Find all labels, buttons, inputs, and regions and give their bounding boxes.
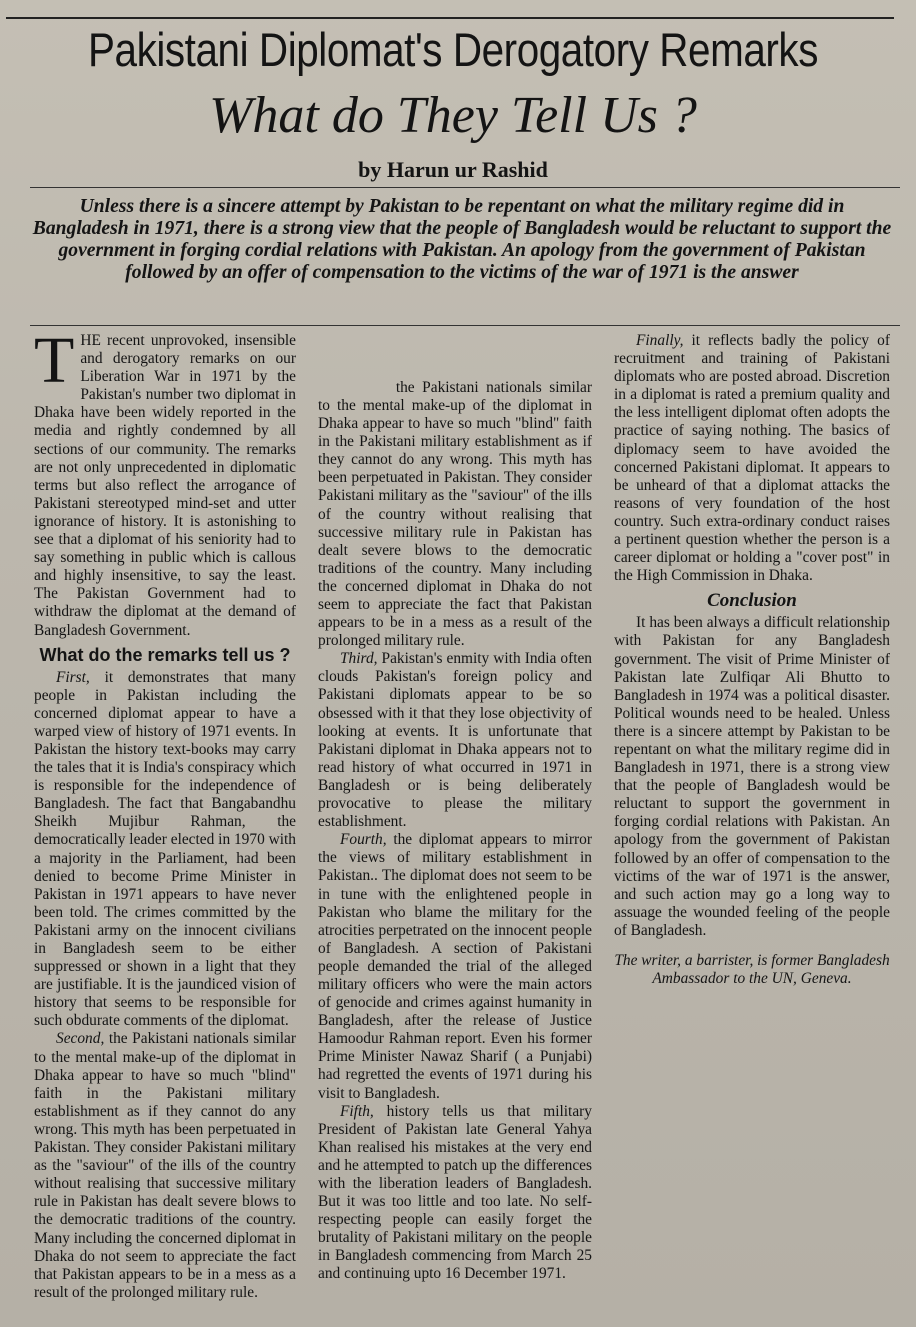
column-1 <box>34 332 296 1320</box>
paragraph-finally <box>614 332 890 585</box>
paragraph-first <box>34 669 296 1031</box>
paragraph-second <box>34 1030 296 1301</box>
lead-word: First, <box>56 668 90 686</box>
author-note: The writer, a barrister, is former Bangladesh Ambassador to the UN, Geneva. <box>614 952 890 988</box>
subheadline: What do They Tell Us ? <box>209 87 697 144</box>
section-heading-conclusion: Conclusion <box>707 590 797 612</box>
lead-word: Finally, <box>636 332 684 349</box>
headline: Pakistani Diplomat's Derogatory Remarks <box>87 23 819 76</box>
byline: by Harun ur Rashid <box>358 157 548 182</box>
paragraph-text: Pakistan's enmity with India often clouds Pakistan's foreign policy and Pakistani diplomats appear to be so obsessed with it that they lose objectivity of looking at events. It is unfortunate that Pakistani diplomat in Dhaka appears not to read history of what occurred in 1971 in Bangladesh or is being deliberately provocative to please the military establishment. <box>318 650 592 831</box>
byline-rule <box>30 187 900 188</box>
column-3 <box>614 332 890 1320</box>
top-rule <box>6 17 894 19</box>
deck-rule <box>30 325 900 326</box>
paragraph-text: the diplomat appears to mirror the views of military establishment in Pakistan.. The diplomat does not seem to be in tune with the enlightened people in Pakistan who blame the military for the atrocities perpetrated on the innocent people of Bangladesh. A section of Pakistani people demanded the trial of the alleged military officers who were the main actors of genocide and crimes against humanity in Bangladesh, after the release of Justice Hamoodur Rahman report. Even his former Prime Minister Nawaz Sharif ( a Punjabi) had regretted the events of 1971 during his visit to Bangladesh. <box>318 831 592 1102</box>
drop-cap: T <box>34 332 75 397</box>
lead-word: Second, <box>56 1030 105 1048</box>
section-heading-remarks: What do the remarks tell us ? <box>39 644 291 665</box>
deck: Unless there is a sincere attempt by Pakistan to be repentant on what the military regime did in Bangladesh in 1971, there is a strong view that the people of Bangladesh would be reluctant to support the government in forging cordial relations with Pakistan. An apology from the government of Pakistan followed by an offer of compensation to the victims of the war of 1971 is the answer <box>32 196 892 283</box>
paragraph-text: it reflects badly the policy of recruitment and training of Pakistani diplomats who are posted abroad. Discretion in a diplomat is rated a premium quality and the less intelligent diplomat often adopts the practice of saying nothing. The basics of diplomacy seem to have avoided the concerned Pakistani diplomat. It appears to be unheard of that a diplomat attacks the reasons of very foundation of the host country. Such extra-ordinary conduct raises a pertinent question whether the person is a career diplomat or holding a "cover post" in the High Commission in Dhaka. <box>614 332 890 585</box>
intro-paragraph <box>34 332 296 640</box>
paragraph-text: history tells us that military President of Pakistan late General Yahya Khan realised his mistakes at the very end and he attempted to patch up the differences with the liberation leaders of Bangladesh. But it was too little and too late. No self-respecting people can easily forget the brutality of Pakistani military on the people in Bangladesh commencing from March 25 and continuing upto 16 December 1971. <box>318 1102 592 1283</box>
lead-word: Fourth, <box>340 831 387 849</box>
paragraph-fifth <box>318 1103 592 1284</box>
paragraph-text: the Pakistani nationals similar to the mental make-up of the diplomat in Dhaka appear to have so much "blind" faith in the Pakistani military establishment as if they cannot do any wrong. This myth has been perpetuated in Pakistan. They consider Pakistani military as the "saviour" of the ills of the country without realising that successive military rule in Pakistan has dealt severe blows to the democratic traditions of the country. Many including the concerned diplomat in Dhaka do not seem to appreciate the fact that Pakistan appears to be in a mess as a result of the prolonged military rule. <box>34 1030 296 1301</box>
column-2 <box>318 332 592 1320</box>
paragraph-third <box>318 650 592 831</box>
column-2-flow <box>318 332 592 1284</box>
lead-word: Third, <box>340 650 378 668</box>
paragraph-second-continued <box>318 379 592 650</box>
intro-text: HE recent unprovoked, insensible and derogatory remarks on our Liberation War in 1971 by the Pakistan's number two diplomat in Dhaka have been widely reported in the media and rightly condemned by all sections of our community. The remarks are not only unprecedented in diplomatic terms but also reflect the arrogance of Pakistani stereotyped mind-set and utter ignorance of history. It is astonishing to see that a diplomat of his seniority had to say something in public which is callous and highly insensitive, to say the least. The Pakistan Government had to withdraw the diplomat at the demand of Bangladesh Government. <box>34 332 296 639</box>
paragraph-conclusion: It has been always a difficult relationship with Pakistan for any Bangladesh government. The visit of Prime Minister of Pakistan late Zulfiqar Ali Bhutto to Bangladesh in 1974 was a political disaster. Political wounds need to be healed. Unless there is a sincere attempt by Pakistan to be repentant on what the military regime did in Bangladesh in 1971, there is a strong view that the people of Bangladesh would be reluctant to support the government in forging cordial relations with Pakistan. An apology from the government of Pakistan followed by an offer of compensation to the victims of the war of 1971 is the answer, and such action may go a long way to assuage the wounded feeling of the people of Bangladesh. <box>614 614 890 939</box>
paragraph-text: the Pakistani nationals similar to the mental make-up of the diplomat in Dhaka appear to have so much "blind" faith in the Pakistani military establishment as if they cannot do any wrong. This myth has been perpetuated in Pakistan. They consider Pakistani military as the "saviour" of the ills of the country without realising that successive military rule in Pakistan has dealt severe blows to the democratic traditions of the country. Many including the concerned diplomat in Dhaka do not seem to appreciate the fact that Pakistan appears to be in a mess as a result of the prolonged military rule. <box>318 378 592 650</box>
paragraph-fourth <box>318 831 592 1102</box>
paragraph-text: it demonstrates that many people in Pakistan including the concerned diplomat appear to have a warped view of history of 1971 events. In Pakistan the history text-books may carry the tales that it is India's conspiracy which is responsible for the independence of Bangladesh. The fact that Bangabandhu Sheikh Mujibur Rahman, the democratically leader elected in 1970 with a majority in the Parliament, had been denied to become Prime Minister in Pakistan in 1971 appears to have never been told. The crimes committed by the Pakistani army on the innocent civilians in Bangladesh seem to be either suppressed or shown in a light that they are justifiable. It is the jaundiced vision of history that seems to be responsible for such obdurate comments of the diplomat. <box>34 668 296 1030</box>
lead-word: Fifth, <box>340 1102 374 1120</box>
